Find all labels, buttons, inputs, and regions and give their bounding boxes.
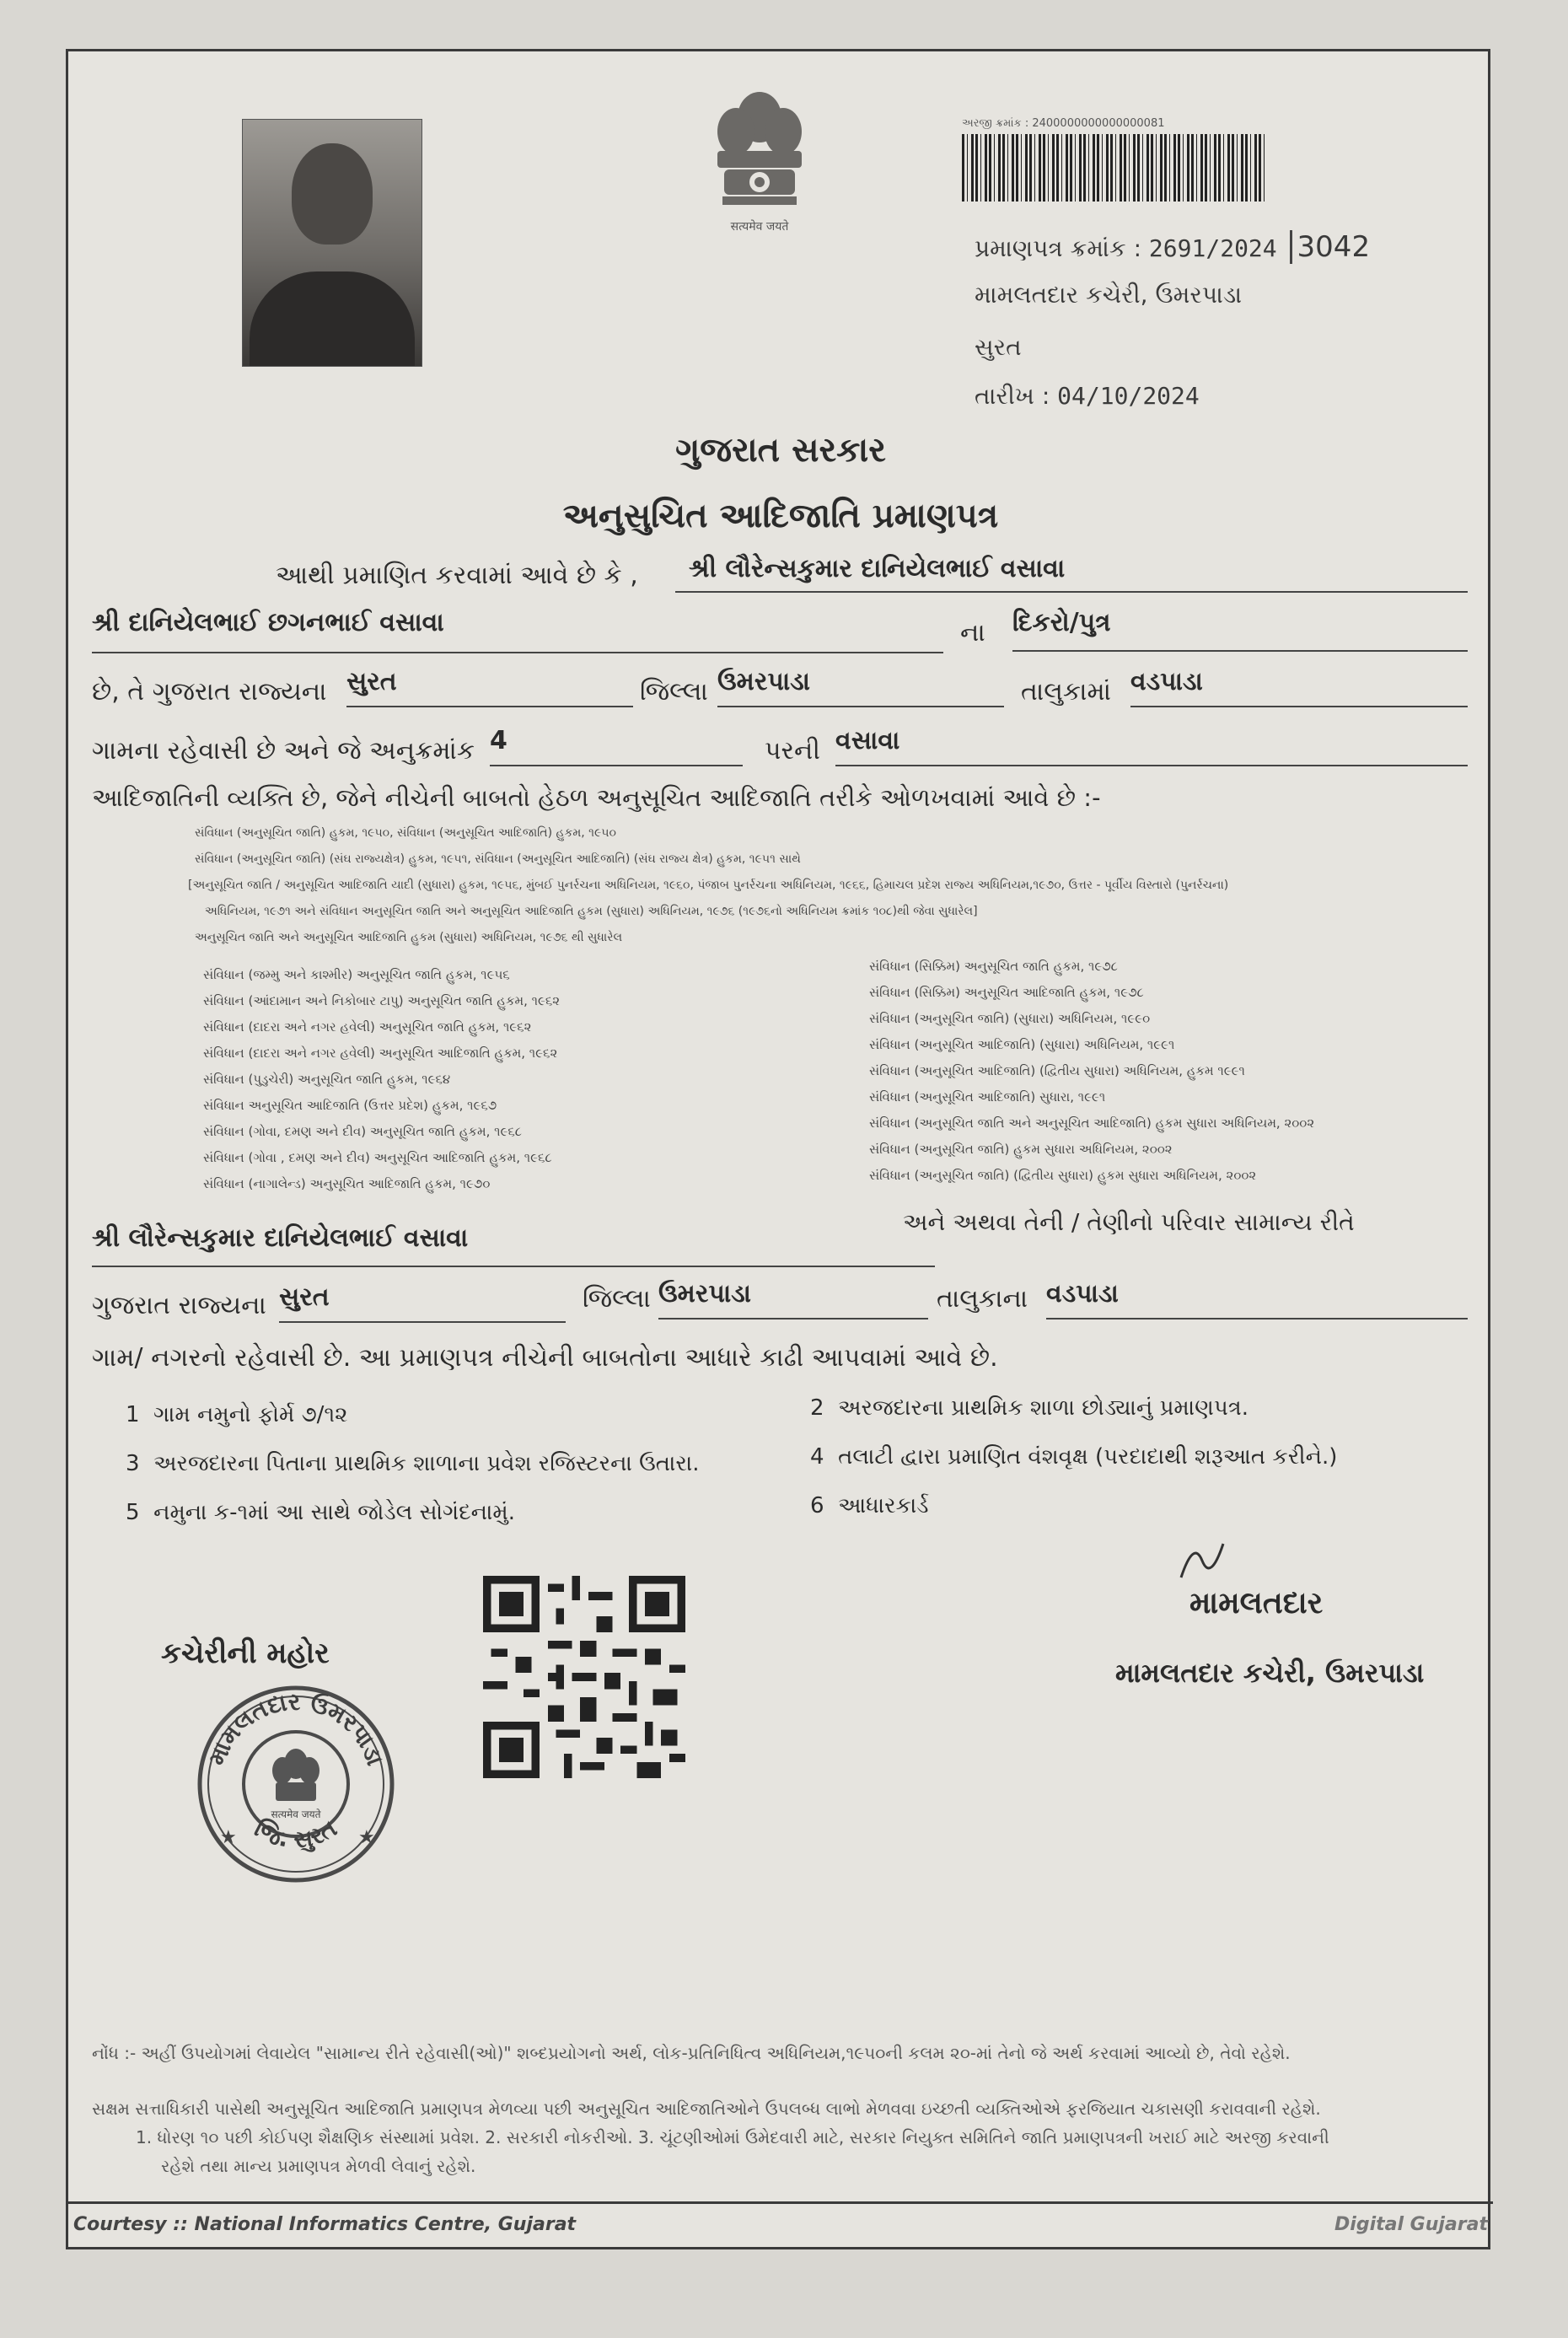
orders-top-list bbox=[188, 820, 1459, 951]
applicant-photo bbox=[242, 119, 422, 367]
talukama-label: તાલુકામાં bbox=[1021, 677, 1111, 707]
order-item: સંવિધાન (દાદરા અને નગર હવેલી) અનુસૂચિત જાતિ હુકમ, ૧૯૬૨ bbox=[203, 1019, 532, 1035]
office-name: મામલતદાર કચેરી, ઉમરપાડા bbox=[975, 281, 1243, 309]
order-item: અનુસૂચિત જાતિ અને અનુસૂચિત આદિજાતિ હુકમ (સુધારા) અધિનિયમ, ૧૯૭૬ થી સુધારેલ bbox=[195, 931, 623, 944]
seal-bottom-text: જિ. સુરત bbox=[250, 1814, 342, 1854]
certificate-number-line bbox=[975, 230, 1370, 264]
qr-code bbox=[483, 1576, 685, 1778]
document-item: 5 નમુના ક-૧માં આ સાથે જોડેલ સોગંદનામું. bbox=[126, 1500, 515, 1525]
resident-text: ગામના રહેવાસી છે અને જે અનુક્રમાંક bbox=[92, 736, 475, 766]
certificate-sheet bbox=[66, 49, 1490, 2249]
order-item: સંવિધાન (દાદરા અને નગર હવેલી) અનુસૂચિત આદિજાતિ હુકમ, ૧૯૬૨ bbox=[203, 1045, 558, 1061]
note-validity: રહેશે તથા માન્ય પ્રમાણપત્ર મેળવી લેવાનું રહેશે. bbox=[161, 2156, 476, 2176]
emblem-motto: सत्यमेव जयते bbox=[730, 220, 789, 234]
certificate-number-label: પ્રમાણપત્ર ક્રમાંક : bbox=[975, 234, 1142, 262]
signature-mark bbox=[1173, 1535, 1232, 1586]
office-seal-stamp bbox=[195, 1683, 397, 1885]
document-item: 6 આધારકાર્ડ bbox=[810, 1493, 929, 1518]
order-item: સંવિધાન (ગોવા , દમણ અને દીવ) અનુસૂચિત આદિજાતિ હુકમ, ૧૯૬૮ bbox=[203, 1150, 552, 1165]
order-item: સંવિધાન (અનુસૂચિત જાતિ) (સુધારા) અધિનિયમ, ૧૯૯૦ bbox=[869, 1011, 1151, 1026]
parni-label: પરની bbox=[765, 736, 820, 766]
applicant-name-repeat: શ્રી લૌરેન્સકુમાર દાનિયેલભાઈ વસાવા bbox=[92, 1223, 935, 1267]
national-emblem-icon bbox=[692, 85, 827, 254]
office-seal-label: કચેરીની મહોર bbox=[161, 1637, 330, 1670]
footer-bar bbox=[68, 2201, 1493, 2251]
order-item: સંવિધાન (અનુસૂચિત આદિજાતિ) (સુધારા) અધિનિયમ, ૧૯૯૧ bbox=[869, 1037, 1175, 1052]
na-label: ના bbox=[960, 618, 985, 648]
svg-text:★: ★ bbox=[358, 1827, 375, 1848]
father-name: શ્રી દાનિયેલભાઈ છગનભાઈ વસાવા bbox=[92, 608, 943, 653]
application-number: અરજી ક્રમાંક : 2400000000000000081 bbox=[962, 117, 1165, 130]
jilla-label: જિલ્લા bbox=[640, 677, 708, 707]
district-2: સુરત bbox=[279, 1282, 566, 1323]
footer-courtesy: Courtesy :: National Informatics Centre, Gujarat bbox=[73, 2214, 577, 2235]
government-title: ગુજરાત સરકાર bbox=[675, 431, 886, 470]
order-item: સંવિધાન (નાગાલેન્ડ) અનુસૂચિત આદિજાતિ હુકમ, ૧૯૭૦ bbox=[203, 1176, 491, 1191]
recognized-text: આદિજાતિની વ્યક્તિ છે, જેને નીચેની બાબતો હેઠળ અનુસૂચિત આદિજાતિ તરીકે ઓળખવામાં આવે છે :- bbox=[92, 783, 1101, 812]
seal-top-text: મામલતદાર ઉમરપાડા bbox=[202, 1687, 389, 1770]
document-item: 1 ગામ નમુનો ફોર્મ ૭/૧૨ bbox=[126, 1402, 348, 1427]
order-item: અધિનિયમ, ૧૯૭૧ અને સંવિધાન અનુસૂચિત જાતિ અને અનુસૂચિત આદિજાતિ હુકમ (સુધારા) અધિનિયમ, ૧૯૭૬ (૧૯૭૬નો અધિનિયમ ક્રમાંક ૧૦૮)થી જેવા સુધારેલ] bbox=[205, 905, 978, 918]
family-text: અને અથવા તેની / તેણીનો પરિવાર સામાન્ય રીતે bbox=[903, 1208, 1355, 1236]
order-item: સંવિધાન (સિક્કિમ) અનુસૂચિત જાતિ હુકમ, ૧૯૭૮ bbox=[869, 959, 1118, 974]
document-item: 3 અરજદારના પિતાના પ્રાથમિક શાળાના પ્રવેશ રજિસ્ટરના ઉતારા. bbox=[126, 1451, 700, 1476]
order-item: સંવિધાન (પુડુચેરી) અનુસૂચિત જાતિ હુકમ, ૧૯૬૪ bbox=[203, 1072, 451, 1087]
village-2: વડપાડા bbox=[1046, 1279, 1468, 1319]
order-item: સંવિધાન (અનુસૂચિત આદિજાતિ) સુધારા, ૧૯૯૧ bbox=[869, 1089, 1106, 1105]
relation: દિકરો/પુત્ર bbox=[1012, 608, 1468, 652]
order-item: સંવિધાન (જમ્મુ અને કાશ્મીર) અનુસૂચિત જાતિ હુકમ, ૧૯૫૬ bbox=[203, 967, 510, 982]
taluka: ઉમરપાડા bbox=[717, 667, 1004, 707]
applicant-name: શ્રી લૌરેન્સકુમાર દાનિયેલભાઈ વસાવા bbox=[675, 554, 1468, 593]
taluka-2: ઉમરપાડા bbox=[658, 1279, 928, 1319]
certificate-title: અનુસુચિત આદિજાતિ પ્રમાણપત્ર bbox=[562, 497, 999, 535]
district: સુરત bbox=[346, 667, 633, 707]
note-verification: સક્ષમ સત્તાધિકારી પાસેથી અનુસૂચિત આદિજાતિ પ્રમાણપત્ર મેળવ્યા પછી અનુસૂચિત આદિજાતિઓને ઉપલબ્ધ લાભો મેળવવા ઇચ્છતી વ્યક્તિઓએ ફરજિયાત ચકાસણી કરાવવાની રહેશે. bbox=[92, 2099, 1321, 2119]
photo-head bbox=[292, 143, 373, 245]
order-item: સંવિધાન (ગોવા, દમણ અને દીવ) અનુસૂચિત જાતિ હુકમ, ૧૯૬૮ bbox=[203, 1124, 523, 1139]
order-item: સંવિધાન (અનુસૂચિત જાતિ) (દ્વિતીય સુધારા) હુકમ સુધારા અધિનિયમ, ૨૦૦૨ bbox=[869, 1168, 1257, 1183]
order-item: સંવિધાન (અનુસૂચિત જાતિ) હુકમ સુધારા અધિનિયમ, ૨૦૦૨ bbox=[869, 1142, 1173, 1157]
note-purposes: 1. ધોરણ ૧૦ પછી કોઈપણ શૈક્ષણિક સંસ્થામાં પ્રવેશ. 2. સરકારી નોકરીઓ. 3. ચૂંટણીઓમાં ઉમેદવારી માટે, સરકાર નિયુક્ત સમિતિને જાતિ પ્રમાણપત્રની ખરાઈ માટે અરજી કરવાની bbox=[136, 2127, 1329, 2147]
order-item: સંવિધાન (આંદામાન અને નિકોબાર ટાપુ) અનુસૂચિત જાતિ હુકમ, ૧૯૬૨ bbox=[203, 993, 561, 1008]
tribe-name: વસાવા bbox=[835, 726, 1468, 766]
signatory-office: મામલતદાર કચેરી, ઉમરપાડા bbox=[1115, 1657, 1425, 1689]
office-city: સુરત bbox=[975, 333, 1022, 361]
order-item: સંવિધાન અનુસૂચિત આદિજાતિ (ઉત્તર પ્રદેશ) હુકમ, ૧૯૬૭ bbox=[203, 1098, 497, 1113]
document-item: 2 અરજદારના પ્રાથમિક શાળા છોડ્યાનું પ્રમાણપત્ર. bbox=[810, 1395, 1248, 1421]
order-item: સંવિધાન (અનુસૂચિત જાતિ) હુકમ, ૧૯૫૦, સંવિધાન (અનુસૂચિત આદિજાતિ) હુકમ, ૧૯૫૦ bbox=[195, 826, 616, 840]
serial-number: 4 bbox=[490, 726, 743, 766]
order-item: સંવિધાન (અનુસૂચિત જાતિ) (સંઘ રાજ્યક્ષેત્ર) હુકમ, ૧૯૫૧, સંવિધાન (અનુસૂચિત આદિજાતિ) (સંઘ રાજ્ય ક્ષેત્ર) હુકમ, ૧૯૫૧ સાથે bbox=[195, 852, 801, 866]
date-line bbox=[975, 382, 1200, 411]
signatory-designation: મામલતદાર bbox=[1189, 1586, 1324, 1620]
barcode bbox=[962, 134, 1265, 202]
order-item: સંવિધાન (અનુસૂચિત જાતિ અને અનુસૂચિત આદિજાતિ) હુકમ સુધારા અધિનિયમ, ૨૦૦૨ bbox=[869, 1115, 1315, 1131]
order-item: સંવિધાન (સિક્કિમ) અનુસૂચિત આદિજાતિ હુકમ, ૧૯૭૮ bbox=[869, 985, 1144, 1000]
note-usual-resident: નોંધ :- અહીં ઉપયોગમાં લેવાયેલ "સામાન્ય રીતે રહેવાસી(ઓ)" શબ્દપ્રયોગનો અર્થ, લોક-પ્રતિનિધિત્વ અધિનિયમ,૧૯૫૦ની કલમ ૨૦-માં તેનો જે અર્થ કરવામાં આવ્યો છે, તેવો રહેશે. bbox=[92, 2043, 1291, 2063]
state-text: છે, તે ગુજરાત રાજ્યના bbox=[92, 677, 327, 707]
footer-brand: Digital Gujarat bbox=[1334, 2214, 1488, 2235]
svg-text:★: ★ bbox=[220, 1827, 237, 1848]
basis-text: ગામ/ નગરનો રહેવાસી છે. આ પ્રમાણપત્ર નીચેની બાબતોના આધારે કાઢી આપવામાં આવે છે. bbox=[92, 1343, 998, 1373]
handwritten-number: 3042 bbox=[1290, 230, 1371, 264]
orders-left-list bbox=[203, 962, 776, 1197]
certify-text: આથી પ્રમાણિત કરવામાં આવે છે કે , bbox=[276, 561, 638, 590]
orders-right-list bbox=[869, 954, 1459, 1189]
seal-motto: सत्यमेव जयते bbox=[271, 1809, 321, 1820]
date-label: તારીખ : bbox=[975, 382, 1050, 410]
state-text-2: ગુજરાત રાજ્યના bbox=[92, 1291, 266, 1320]
village: વડપાડા bbox=[1130, 667, 1468, 707]
order-item: સંવિધાન (અનુસૂચિત આદિજાતિ) (દ્વિતીય સુધારા) અધિનિયમ, હુકમ ૧૯૯૧ bbox=[869, 1063, 1245, 1078]
order-item: [અનુસૂચિત જાતિ / અનુસૂચિત આદિજાતિ યાદી (સુધારા) હુકમ, ૧૯૫૬, મુંબઈ પુનર્રચના અધિનિયમ, ૧૯૬૦, પંજાબ પુનર્રચના અધિનિયમ, ૧૯૬૬, હિમાચલ પ્રદેશ રાજ્ય અધિનિયમ,૧૯૭૦, ઉત્તર - પૂર્વીય વિસ્તારો (પુનર્રચના) bbox=[188, 879, 1229, 892]
talukana-label: તાલુકાના bbox=[937, 1284, 1028, 1314]
jilla-label-2: જિલ્લા bbox=[583, 1284, 651, 1314]
document-item: 4 તલાટી દ્વારા પ્રમાણિત વંશવૃક્ષ (પરદાદાથી શરૂઆત કરીને.) bbox=[810, 1444, 1338, 1470]
certificate-number: 2691/2024 bbox=[1148, 234, 1277, 262]
issue-date: 04/10/2024 bbox=[1057, 382, 1200, 410]
photo-torso bbox=[250, 271, 415, 366]
